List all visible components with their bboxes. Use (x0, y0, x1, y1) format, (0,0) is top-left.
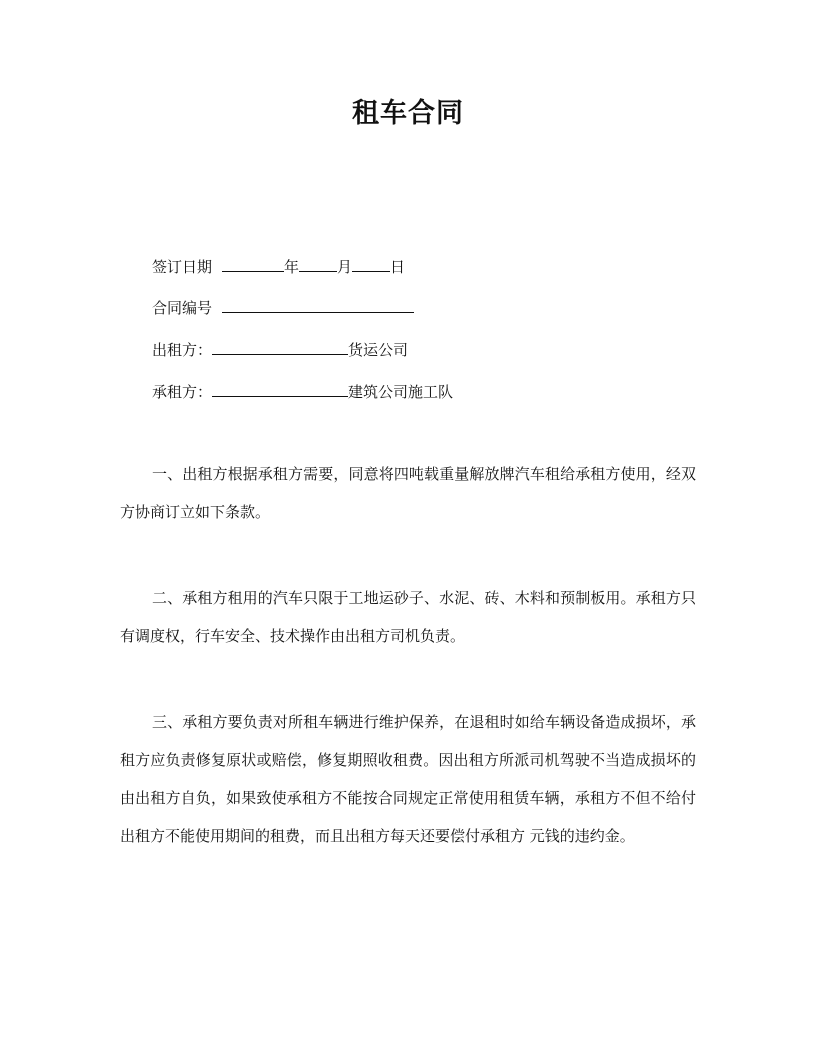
contract-number-blank[interactable] (222, 296, 414, 313)
clause-1 (120, 455, 696, 531)
clause-2 (120, 579, 696, 655)
clause-text: 一、出租方根据承租方需要，同意将四吨载重量解放牌汽车租给承租方使用，经双方协商订立如下条款。 (120, 465, 696, 521)
lessor-row (152, 338, 408, 361)
clause-text: 三、承租方要负责对所租车辆进行维护保养，在退租时如给车辆设备造成损坏，承租方应负责修复原状或赔偿，修复期照收租费。因出租方所派司机驾驶不当造成损坏的由出租方自负，如果致使承租方不能按合同规定正常使用租赁车辆，承租方不但不给付出租方不能使用期间的租费，而且出租方每天还要偿付承租方 元钱的违约金。 (120, 713, 696, 845)
sign-year-blank[interactable] (222, 255, 284, 272)
document-title: 租车合同 (352, 98, 464, 129)
lessee-name-blank[interactable] (212, 380, 348, 397)
clause-text: 二、承租方租用的汽车只限于工地运砂子、水泥、砖、木料和预制板用。承租方只有调度权，行车安全、技术操作由出租方司机负责。 (120, 589, 696, 645)
sign-date-label: 签订日期 (152, 258, 213, 276)
contract-number-label: 合同编号 (152, 299, 213, 317)
lessee-suffix: 建筑公司施工队 (348, 383, 454, 401)
lessee-label: 承租方： (152, 383, 213, 401)
lessor-label: 出租方： (152, 341, 213, 359)
lessee-row (152, 380, 453, 403)
lessor-name-blank[interactable] (212, 338, 348, 355)
day-label: 日 (390, 258, 406, 276)
sign-day-blank[interactable] (352, 255, 390, 272)
year-label: 年 (284, 258, 300, 276)
lessor-suffix: 货运公司 (348, 341, 409, 359)
contract-number-row (152, 296, 414, 319)
sign-month-blank[interactable] (299, 255, 337, 272)
month-label: 月 (337, 258, 353, 276)
clause-3 (120, 703, 696, 855)
sign-date-row (152, 255, 405, 278)
